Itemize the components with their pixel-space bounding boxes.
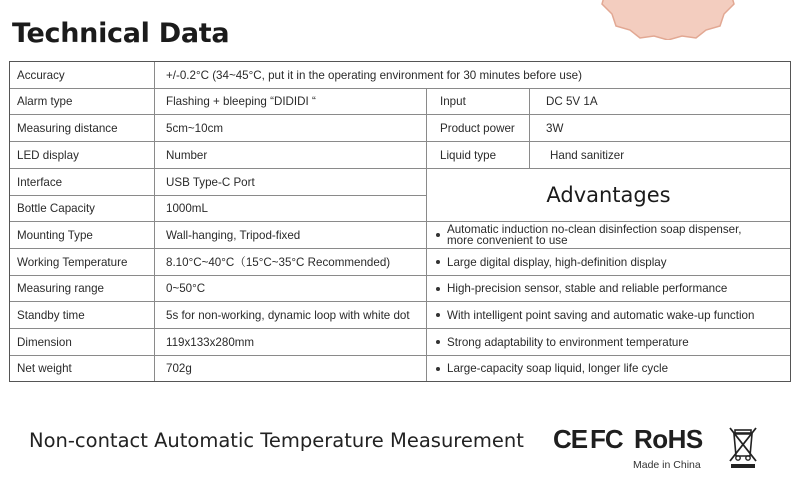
bullet-icon xyxy=(436,340,440,344)
advantage-item xyxy=(427,356,790,381)
label-cell: Interface xyxy=(10,169,155,196)
bullet-icon xyxy=(436,367,440,371)
value-cell: 119x133x280mm xyxy=(155,329,427,356)
spec-label-cell: Liquid type xyxy=(427,142,530,169)
spec-table xyxy=(9,61,791,382)
value-cell: 5cm~10cm xyxy=(155,115,427,142)
advantage-text: Large digital display, high-definition display xyxy=(447,255,667,269)
rohs-mark: RoHS xyxy=(634,424,703,454)
seal-emblem xyxy=(592,0,744,40)
label-cell: Standby time xyxy=(10,302,155,329)
value-cell: +/-0.2°C (34~45°C, put it in the operating environment for 30 minutes before use) xyxy=(155,62,790,89)
advantage-text: Automatic induction no-clean disinfection soap dispenser, xyxy=(447,223,742,236)
advantage-item xyxy=(427,222,790,249)
weee-bin-icon xyxy=(728,425,758,469)
label-cell: Measuring range xyxy=(10,276,155,302)
label-cell: Accuracy xyxy=(10,62,155,89)
value-cell: 702g xyxy=(155,356,427,381)
label-cell: Dimension xyxy=(10,329,155,356)
label-cell: Working Temperature xyxy=(10,249,155,276)
spec-label-cell: Input xyxy=(427,89,530,115)
advantage-text: High-precision sensor, stable and reliable performance xyxy=(447,282,728,295)
value-cell: Flashing + bleeping “DIDIDI “ xyxy=(155,89,427,115)
spec-value-cell: 3W xyxy=(530,115,790,142)
spec-value-cell: DC 5V 1A xyxy=(530,89,790,115)
label-cell: Mounting Type xyxy=(10,222,155,249)
advantage-item xyxy=(427,249,790,276)
ce-mark: CE xyxy=(553,424,588,454)
value-cell: 1000mL xyxy=(155,196,427,222)
label-cell: Net weight xyxy=(10,356,155,381)
advantage-text: more convenient to use xyxy=(447,234,568,247)
advantage-text: Large-capacity soap liquid, longer life cycle xyxy=(447,362,669,375)
value-cell: USB Type-C Port xyxy=(155,169,427,196)
spec-value-cell: Hand sanitizer xyxy=(530,142,790,169)
bullet-icon xyxy=(436,313,440,317)
bullet-icon xyxy=(436,287,440,291)
bullet-icon xyxy=(436,260,440,264)
value-cell: 0~50°C xyxy=(155,276,427,302)
value-cell: 8.10°C~40°C（15°C~35°C Recommended) xyxy=(155,249,427,276)
label-cell: LED display xyxy=(10,142,155,169)
fc-mark: FC xyxy=(590,424,623,454)
label-cell: Alarm type xyxy=(10,89,155,115)
advantage-item xyxy=(427,302,790,329)
label-cell: Bottle Capacity xyxy=(10,196,155,222)
value-cell: Number xyxy=(155,142,427,169)
advantage-text: With intelligent point saving and automatic wake-up function xyxy=(447,308,755,322)
advantage-item xyxy=(427,276,790,302)
label-cell: Measuring distance xyxy=(10,115,155,142)
value-cell: 5s for non-working, dynamic loop with white dot xyxy=(155,302,427,329)
spec-label-cell: Product power xyxy=(427,115,530,142)
made-in-china-label: Made in China xyxy=(633,459,701,471)
value-cell: Wall-hanging, Tripod-fixed xyxy=(155,222,427,249)
advantages-title: Advantages xyxy=(427,169,790,222)
bullet-icon xyxy=(436,233,440,237)
advantage-item xyxy=(427,329,790,356)
advantage-text: Strong adaptability to environment temperature xyxy=(447,335,689,349)
page-title: Technical Data xyxy=(12,18,230,49)
footer-tagline: Non-contact Automatic Temperature Measurement xyxy=(29,429,524,452)
